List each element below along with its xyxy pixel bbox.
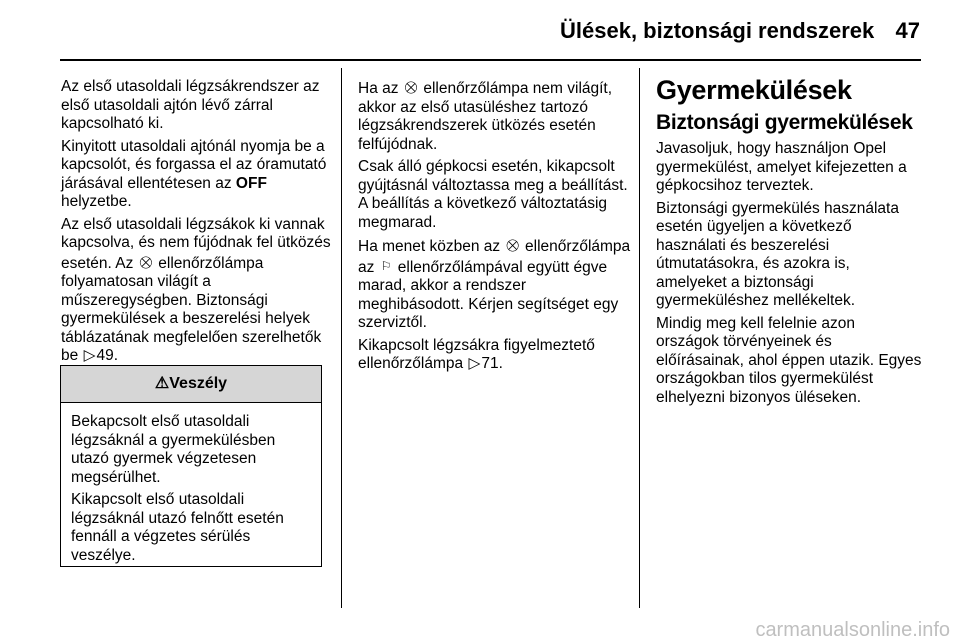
airbag-warning-lamp-icon: ⚐	[380, 258, 392, 273]
page-reference[interactable]: 71.	[481, 355, 503, 372]
header-title: Ülések, biztonsági rendszerek	[560, 18, 875, 43]
airbag-off-lamp-icon: ⛒	[139, 254, 152, 269]
warning-triangle-icon: ⚠	[154, 375, 170, 392]
paragraph: Biztonsági gyermekülés használata esetén ügyeljen a következő használati és beszerelési útmutatásokra, és azokra is, amelyeket a biztonsági gyermeküléshez mellékeltek.	[656, 199, 899, 309]
column-1	[61, 78, 333, 370]
paragraph: Ha menet közben az ⛒ ellenőrzőlámpa az ⚐ ellenőrzőlámpával együtt égve marad, akkor a rendszer meghibásodott. Kérjen segítséget egy szerviztől.	[358, 238, 631, 331]
page-reference-arrow-icon: ▷	[468, 355, 481, 372]
subsection-heading: Biztonsági gyermekülések	[656, 111, 913, 134]
paragraph: Ha az ⛒ ellenőrzőlámpa nem világít, akkor az első utasüléshez tartozó légzsákrendszerek ütközés esetén felfújódnak.	[358, 80, 613, 153]
paragraph: Kikapcsolt légzsákra figyelmeztető ellenőrzőlámpa ▷71.	[358, 336, 595, 372]
column-3	[656, 74, 922, 411]
paragraph: Kinyitott utasoldali ajtónál nyomja be a kapcsolót, és forgassa el az óramutató járásával ellentétesen az OFF helyzetbe.	[61, 137, 327, 210]
column-2	[358, 78, 633, 378]
airbag-off-lamp-icon: ⛒	[506, 238, 519, 252]
column-divider	[639, 68, 640, 608]
paragraph: Az első utasoldali légzsákrendszer az első utasoldali ajtón lévő zárral kapcsolható ki.	[61, 78, 320, 132]
page-number: 47	[895, 18, 920, 43]
warning-header	[61, 366, 321, 403]
warning-title: Veszély	[169, 375, 228, 392]
paragraph: Mindig meg kell felelnie azon országok törvényeinek és előírásainak, ahol éppen utazik. Egyes országokban tilos gyermekülést elhelyezni bizonyos üléseken.	[656, 314, 922, 406]
airbag-on-lamp-icon: ⛒	[404, 80, 418, 94]
off-label: OFF	[235, 174, 267, 192]
paragraph: Csak álló gépkocsi esetén, kikapcsolt gyújtásnál változtassa meg a beállítást. A beállítás a következő változtatásig megmarad.	[358, 158, 628, 231]
section-heading: Gyermekülések	[656, 75, 852, 105]
column-divider	[341, 68, 342, 608]
page-reference[interactable]: 49.	[96, 347, 119, 364]
header-divider	[60, 59, 921, 61]
paragraph: Javasoljuk, hogy használjon Opel gyermekülést, amelyet kifejezetten a gépkocsihoz terveztek.	[656, 140, 907, 194]
warning-text: Bekapcsolt első utasoldali légzsáknál a gyermekülésben utazó gyermek végzetesen megsérülhet.	[71, 413, 276, 486]
watermark: carmanualsonline.info	[755, 619, 950, 641]
page-reference-arrow-icon: ▷	[83, 347, 96, 364]
paragraph: Az első utasoldali légzsákok ki vannak kapcsolva, és nem fújódnak fel ütközés esetén. Az ⛒ ellenőrzőlámpa folyamatosan világít a műszeregységben. Biztonsági gyermekülések a beszerelési helyek táblázatának megfelelően szerelhetők be ▷49.	[61, 215, 331, 364]
warning-text: Kikapcsolt első utasoldali légzsáknál utazó felnőtt esetén fennáll a végzetes sérülés veszélye.	[71, 491, 284, 564]
danger-warning-box	[60, 365, 322, 567]
